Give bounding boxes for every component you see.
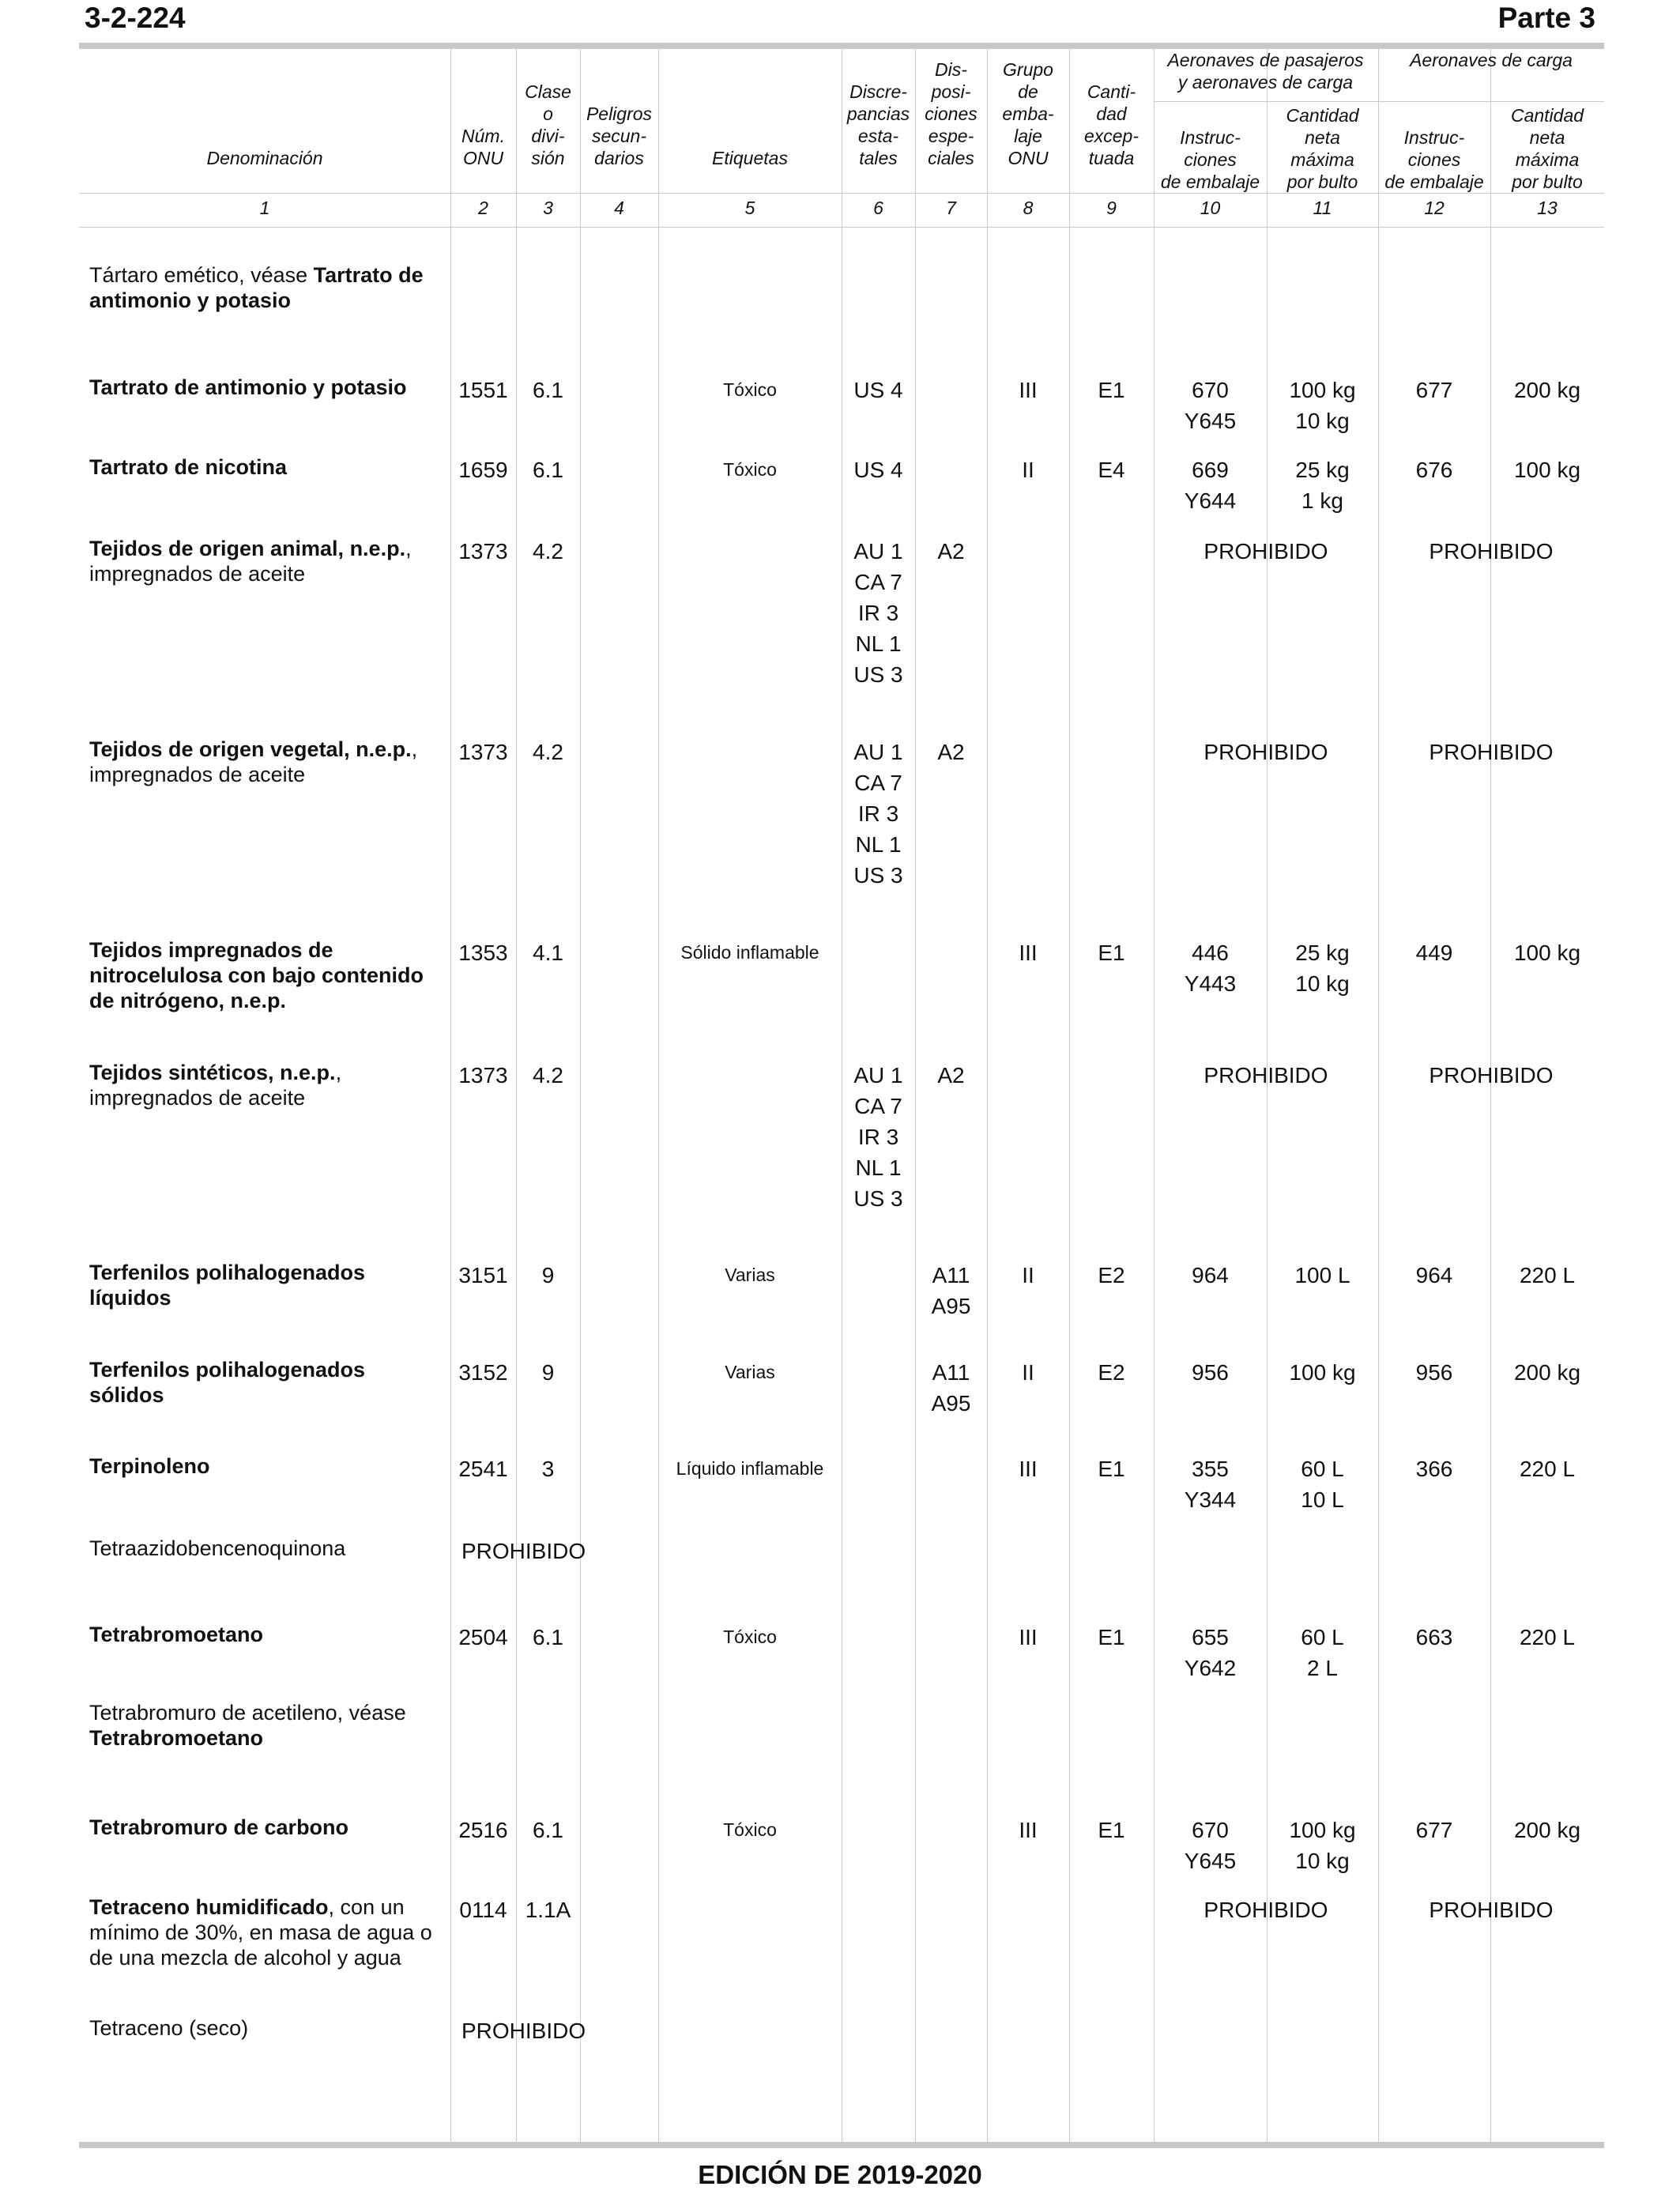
denomination: Tejidos sintéticos, n.e.p., impregnados de aceite xyxy=(89,1061,342,1110)
forbidden-cargo: PROHIBIDO xyxy=(1429,539,1554,564)
packing-group: III xyxy=(1019,1457,1038,1481)
packing-instruction-cargo: 964 xyxy=(1415,1263,1453,1287)
max-quantity-passenger: 100 kg 10 kg xyxy=(1289,1818,1356,1873)
part-label: Parte 3 xyxy=(1497,2,1595,34)
denomination: Tetraceno (seco) xyxy=(89,2016,249,2040)
excepted-quantity: E1 xyxy=(1098,941,1125,965)
forbidden-passenger: PROHIBIDO xyxy=(1203,1063,1328,1088)
packing-instruction-cargo: 366 xyxy=(1415,1457,1453,1481)
un-number: 1373 xyxy=(458,740,508,764)
forbidden-label: PROHIBIDO xyxy=(461,2019,586,2043)
packing-instruction-passenger: 670 Y645 xyxy=(1184,378,1237,433)
header-disposiciones: Dis- posi- ciones espe- ciales xyxy=(925,59,977,168)
special-provisions: A2 xyxy=(937,1063,965,1088)
special-provisions: A2 xyxy=(937,539,965,564)
packing-group: III xyxy=(1019,1625,1038,1649)
special-provisions: A11 A95 xyxy=(931,1360,971,1416)
un-number: 3152 xyxy=(458,1360,508,1385)
denomination: Terpinoleno xyxy=(89,1454,210,1478)
packing-group: III xyxy=(1019,941,1038,965)
header-num-onu: Núm. ONU xyxy=(461,126,505,168)
denomination: Tetraazidobencenoquinona xyxy=(89,1536,346,1560)
class-division: 6.1 xyxy=(533,458,563,482)
state-variations: AU 1 CA 7 IR 3 NL 1 US 3 xyxy=(853,1063,903,1211)
max-quantity-passenger: 25 kg 10 kg xyxy=(1295,941,1350,996)
column-number: 1 xyxy=(259,198,270,218)
packing-instruction-cargo: 663 xyxy=(1415,1625,1453,1649)
column-number: 6 xyxy=(873,198,883,218)
forbidden-cargo: PROHIBIDO xyxy=(1429,1063,1554,1088)
denomination: Tetrabromoetano xyxy=(89,1623,264,1646)
max-quantity-cargo: 100 kg xyxy=(1513,458,1581,482)
excepted-quantity: E2 xyxy=(1098,1263,1125,1287)
denomination: Tetraceno humidificado, con un mínimo de 30%, en masa de agua o de una mezcla de alcohol y agua xyxy=(89,1895,432,1970)
forbidden-passenger: PROHIBIDO xyxy=(1203,539,1328,564)
forbidden-label: PROHIBIDO xyxy=(461,1539,586,1563)
un-number: 1373 xyxy=(458,539,508,564)
packing-instruction-passenger: 655 Y642 xyxy=(1184,1625,1237,1680)
packing-instruction-passenger: 446 Y443 xyxy=(1184,941,1237,996)
class-division: 9 xyxy=(541,1263,555,1287)
packing-instruction-passenger: 956 xyxy=(1192,1360,1229,1385)
special-provisions: A2 xyxy=(937,740,965,764)
un-number: 2516 xyxy=(458,1818,508,1842)
page-number: 3-2-224 xyxy=(85,2,186,34)
max-quantity-cargo: 100 kg xyxy=(1513,941,1581,965)
max-quantity-passenger: 25 kg 1 kg xyxy=(1295,458,1350,513)
max-quantity-passenger: 60 L 2 L xyxy=(1301,1625,1344,1680)
header-group-cargo: Aeronaves de carga xyxy=(1410,50,1573,70)
packing-instruction-passenger: 669 Y644 xyxy=(1184,458,1237,513)
packing-instruction-cargo: 677 xyxy=(1415,1818,1453,1842)
denomination: Terfenilos polihalogenados sólidos xyxy=(89,1358,366,1407)
denomination: Tartrato de antimonio y potasio xyxy=(89,375,407,399)
forbidden-cargo: PROHIBIDO xyxy=(1429,1898,1554,1922)
max-quantity-cargo: 220 L xyxy=(1519,1625,1576,1649)
packing-group: II xyxy=(1022,458,1034,482)
state-variations: AU 1 CA 7 IR 3 NL 1 US 3 xyxy=(853,740,903,888)
un-number: 2504 xyxy=(458,1625,508,1649)
header-peligros: Peligros secun- darios xyxy=(586,104,653,168)
header-grupo-embalaje: Grupo de emba- laje ONU xyxy=(1002,59,1054,168)
special-provisions: A11 A95 xyxy=(931,1263,971,1318)
packing-instruction-cargo: 449 xyxy=(1415,941,1453,965)
forbidden-passenger: PROHIBIDO xyxy=(1203,740,1328,764)
un-number: 1551 xyxy=(458,378,508,402)
labels: Tóxico xyxy=(723,379,777,400)
denomination: Tartrato de nicotina xyxy=(89,455,288,479)
column-number: 12 xyxy=(1424,198,1445,218)
state-variations: US 4 xyxy=(853,378,903,402)
excepted-quantity: E2 xyxy=(1098,1360,1125,1385)
packing-instruction-cargo: 676 xyxy=(1415,458,1453,482)
packing-instruction-passenger: 964 xyxy=(1192,1263,1229,1287)
denomination: Tetrabromuro de acetileno, véase Tetrabromoetano xyxy=(89,1701,406,1750)
class-division: 4.1 xyxy=(533,941,563,965)
column-number: 9 xyxy=(1106,198,1117,218)
max-quantity-cargo: 220 L xyxy=(1519,1457,1576,1481)
excepted-quantity: E1 xyxy=(1098,1818,1125,1842)
excepted-quantity: E1 xyxy=(1098,1457,1125,1481)
un-number: 1353 xyxy=(458,941,508,965)
labels: Sólido inflamable xyxy=(680,942,819,963)
packing-group: II xyxy=(1022,1263,1034,1287)
un-number: 2541 xyxy=(458,1457,508,1481)
top-rule xyxy=(79,43,1604,49)
header-discrepancias: Discre- pancias esta- tales xyxy=(846,81,910,168)
un-number: 0114 xyxy=(459,1898,507,1922)
column-number: 5 xyxy=(744,198,755,218)
packing-instruction-passenger: 670 Y645 xyxy=(1184,1818,1237,1873)
packing-group: III xyxy=(1019,378,1038,402)
column-number: 11 xyxy=(1313,198,1332,218)
column-number: 8 xyxy=(1023,198,1034,218)
un-number: 3151 xyxy=(458,1263,508,1287)
un-number: 1659 xyxy=(458,458,508,482)
column-number: 2 xyxy=(478,198,488,218)
header-instrucciones-pax: Instruc- ciones de embalaje xyxy=(1160,127,1260,192)
column-number: 3 xyxy=(543,198,553,218)
class-division: 3 xyxy=(541,1457,555,1481)
header-denominacion: Denominación xyxy=(206,148,323,168)
header-cantidad-pax: Cantidad neta máxima por bulto xyxy=(1286,105,1359,192)
max-quantity-passenger: 100 L xyxy=(1294,1263,1350,1287)
class-division: 9 xyxy=(541,1360,555,1385)
packing-instruction-cargo: 677 xyxy=(1415,378,1453,402)
class-division: 4.2 xyxy=(533,740,563,764)
header-cantidad-cargo: Cantidad neta máxima por bulto xyxy=(1510,105,1584,192)
labels: Tóxico xyxy=(723,459,777,480)
header-instrucciones-cargo: Instruc- ciones de embalaje xyxy=(1384,127,1484,192)
class-division: 6.1 xyxy=(533,1818,563,1842)
labels: Varias xyxy=(725,1362,775,1382)
denomination: Tejidos de origen animal, n.e.p., impregnados de aceite xyxy=(89,537,412,586)
header-clase: Clase o divi- sión xyxy=(525,81,571,168)
packing-group: III xyxy=(1019,1818,1038,1842)
packing-instruction-passenger: 355 Y344 xyxy=(1184,1457,1237,1512)
column-number: 10 xyxy=(1200,198,1221,218)
class-division: 6.1 xyxy=(533,378,563,402)
header-cantidad-exceptuada: Canti- dad excep- tuada xyxy=(1083,81,1139,168)
labels: Tóxico xyxy=(723,1627,777,1647)
labels: Tóxico xyxy=(723,1819,777,1840)
denomination: Tejidos de origen vegetal, n.e.p., impregnados de aceite xyxy=(89,737,418,786)
denomination: Tejidos impregnados de nitrocelulosa con bajo contenido de nitrógeno, n.e.p. xyxy=(89,938,424,1012)
max-quantity-cargo: 200 kg xyxy=(1513,1360,1581,1385)
excepted-quantity: E1 xyxy=(1098,378,1125,402)
max-quantity-cargo: 200 kg xyxy=(1513,1818,1581,1842)
un-number: 1373 xyxy=(458,1063,508,1088)
denomination: Tártaro emético, véase Tartrato de antimonio y potasio xyxy=(89,263,424,312)
header-group-passenger: Aeronaves de pasajeros y aeronaves de carga xyxy=(1167,50,1364,92)
column-number: 13 xyxy=(1537,198,1558,218)
packing-group: II xyxy=(1022,1360,1034,1385)
edition-footer: EDICIÓN DE 2019-2020 xyxy=(698,2160,982,2189)
state-variations: US 4 xyxy=(853,458,903,482)
max-quantity-passenger: 100 kg 10 kg xyxy=(1289,378,1356,433)
packing-instruction-cargo: 956 xyxy=(1415,1360,1453,1385)
labels: Líquido inflamable xyxy=(676,1458,824,1479)
denomination: Tetrabromuro de carbono xyxy=(89,1815,349,1839)
max-quantity-cargo: 220 L xyxy=(1519,1263,1576,1287)
excepted-quantity: E1 xyxy=(1098,1625,1125,1649)
class-division: 1.1A xyxy=(525,1898,571,1922)
column-number: 7 xyxy=(946,198,956,218)
bottom-rule xyxy=(79,2142,1604,2148)
state-variations: AU 1 CA 7 IR 3 NL 1 US 3 xyxy=(853,539,903,687)
denomination: Terfenilos polihalogenados líquidos xyxy=(89,1261,366,1310)
column-number: 4 xyxy=(614,198,624,218)
excepted-quantity: E4 xyxy=(1098,458,1125,482)
class-division: 4.2 xyxy=(533,539,563,564)
max-quantity-passenger: 100 kg xyxy=(1289,1360,1356,1385)
forbidden-passenger: PROHIBIDO xyxy=(1203,1898,1328,1922)
forbidden-cargo: PROHIBIDO xyxy=(1429,740,1554,764)
class-division: 4.2 xyxy=(533,1063,563,1088)
header-etiquetas: Etiquetas xyxy=(712,148,788,168)
max-quantity-cargo: 200 kg xyxy=(1513,378,1581,402)
class-division: 6.1 xyxy=(533,1625,563,1649)
max-quantity-passenger: 60 L 10 L xyxy=(1301,1457,1344,1512)
labels: Varias xyxy=(725,1265,775,1285)
